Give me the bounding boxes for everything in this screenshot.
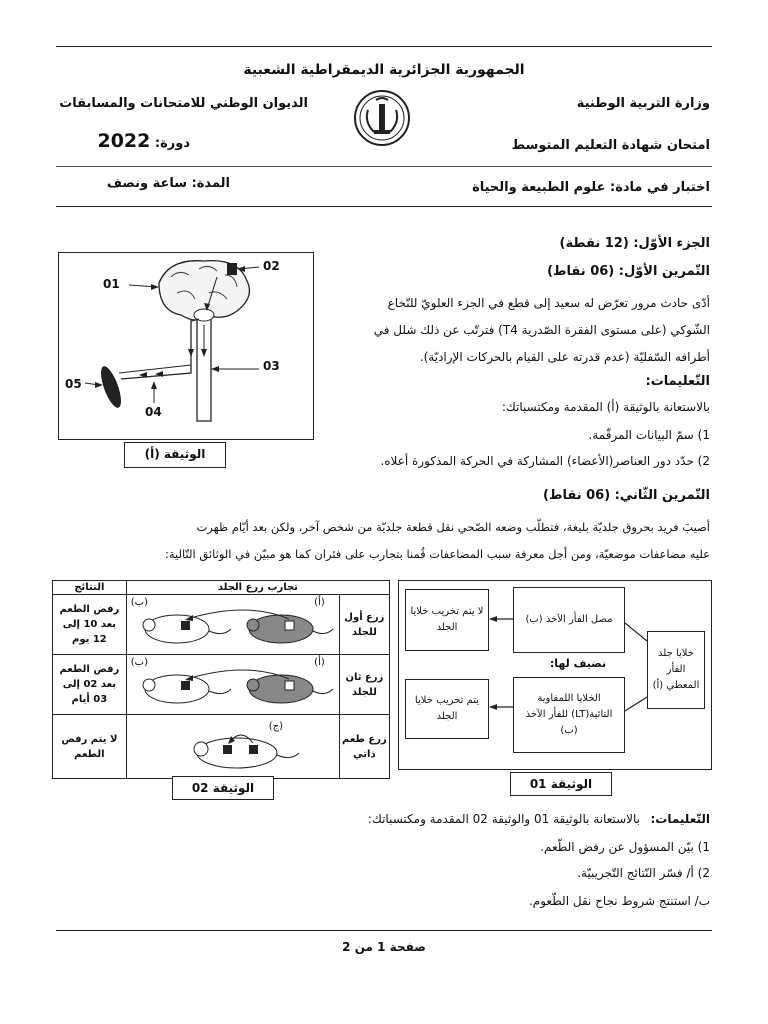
mouse-c-label: (ج) <box>268 721 284 732</box>
graft-illustration-cell <box>126 595 339 655</box>
graft-type-cell: زرع طعم ذاتي <box>339 715 389 779</box>
donor-skin-cells-box: خلايا جلد الفأر المعطي (أ) <box>647 631 705 709</box>
mouse-b-label: (ب) <box>130 657 148 668</box>
document-01-caption: الوثيقة 01 <box>510 772 612 796</box>
recipient-serum-box: مصل الفأر الآخذ (ب) <box>513 587 625 653</box>
ex2-instructions-intro: بالاستعانة بالوثيقة 01 والوثيقة 02 المقدمة ومكتسباتك: <box>367 812 640 826</box>
experiments-header: تجارب زرع الجلد <box>126 581 389 595</box>
top-rule <box>56 46 712 47</box>
graft-type-cell: زرع ثان للجلد <box>339 655 389 715</box>
page-number: صفحة 1 من 2 <box>342 940 426 954</box>
result-cell: رفض الطعم بعد 10 إلى 12 يوم <box>53 595 127 655</box>
ex1-statement <box>310 290 710 371</box>
ex2-line: أصيبَ فريد بحروق جلديّة بليغة، فتطلّب وضعه الصّحي نقل قطعة جلديّة من شخص آخر، ولكن بعد أيّام ظهرت <box>196 520 710 534</box>
add-label: نضيف لها: <box>549 657 607 670</box>
ex1-line: الشّوكي (على مستوى الفقرة الصّدرية T4) فترتّب عن ذلك شلل في <box>373 323 710 337</box>
ex1-instructions-title: التّعليمات: <box>645 374 710 389</box>
republic-title: الجمهورية الجزائرية الديمقراطية الشعبية <box>243 62 525 78</box>
ex1-line: أدّى حادث مرور تعرّض له سعيد إلى قطع في الجزء العلويّ للنّخاع <box>387 296 710 310</box>
document-02-caption: الوثيقة 02 <box>172 776 274 800</box>
label-02: 02 <box>263 259 280 273</box>
figure-a-caption: الوثيقة (أ) <box>124 442 226 468</box>
table-row <box>53 595 390 655</box>
mouse-a-label: (أ) <box>314 597 325 608</box>
ex2-question-1: 1) بيّن المسؤول عن رفض الطّعم. <box>540 840 710 854</box>
label-05: 05 <box>65 377 82 391</box>
mouse-b-label: (ب) <box>130 597 148 608</box>
exam-office-name: الديوان الوطني للامتحانات والمسابقات <box>59 96 308 111</box>
header-bottom-rule <box>56 206 712 207</box>
graft-type-cell: زرع أول للجلد <box>339 595 389 655</box>
ex1-instructions-intro: بالاستعانة بالوثيقة (أ) المقدمة ومكتسباتك: <box>501 400 710 414</box>
mouse-autograft-illustration <box>127 715 339 775</box>
footer-rule <box>56 930 712 931</box>
session-year: 2022 <box>97 130 151 152</box>
result-cell: لا يتم رفض الطعم <box>53 715 127 779</box>
spinal-cord-diagram <box>59 253 313 439</box>
part1-title: الجزء الأوّل: (12 نقطة) <box>559 236 710 251</box>
session-line <box>60 130 190 152</box>
ex1-title: التّمرين الأوّل: (06 نقاط) <box>547 264 710 279</box>
ex2-title: التّمرين الثّاني: (06 نقاط) <box>543 488 710 503</box>
emblem-logo <box>352 88 412 148</box>
ex1-line: أطرافه السّفليّة (عدم قدرته على القيام بالحركات الإراديّة). <box>419 350 710 364</box>
label-04: 04 <box>145 405 162 419</box>
subject-line: اختبار في مادة: علوم الطبيعة والحياة <box>472 180 710 195</box>
session-label: دورة: <box>154 136 190 151</box>
label-01: 01 <box>103 277 120 291</box>
destruction-box: يتم تخريب خلايا الجلد <box>405 679 489 739</box>
duration-line: المدة: ساعة ونصف <box>106 176 230 191</box>
header-divider <box>56 166 712 167</box>
ex2-instructions-title: التّعليمات: <box>650 812 710 826</box>
figure-a-frame <box>58 252 314 440</box>
ex1-question-2: 2) حدّد دور العناصر(الأعضاء) المشاركة في الحركة المذكورة أعلاه. <box>380 454 710 468</box>
ex1-question-1: 1) سمّ البيانات المرقّمة. <box>588 428 710 442</box>
table-row <box>53 655 390 715</box>
document-01-frame <box>398 580 712 770</box>
exam-name: امتحان شهادة التعليم المتوسط <box>511 138 710 153</box>
ministry-name: وزارة التربية الوطنية <box>576 96 710 111</box>
result-cell: رفض الطعم بعد 02 إلى 03 أيام <box>53 655 127 715</box>
ex2-statement <box>50 514 710 568</box>
graft-illustration-cell <box>126 655 339 715</box>
ex2-question-2b: ب/ استنتج شروط نجاح نقل الطّعوم. <box>528 894 710 908</box>
no-destruction-box: لا يتم تخريب خلايا الجلد <box>405 589 489 651</box>
lt-cells-box: الخلايا اللمفاوية التائية(LT) للفأر الآخذ (ب) <box>513 677 625 753</box>
ex2-question-2a: 2) أ/ فسّر النّتائج التّجريبيّة. <box>577 866 710 880</box>
label-03: 03 <box>263 359 280 373</box>
mouse-graft-illustration <box>127 595 339 651</box>
graft-illustration-cell <box>126 715 339 779</box>
document-02-table <box>52 580 390 779</box>
mouse-a-label: (أ) <box>314 657 325 668</box>
table-row <box>53 715 390 779</box>
ex2-line: عليه مضاعفات موضعيّة، ومن أجل معرفة سبب المضاعفات قُمنا بتجارب على فئران كما هو مبيّن في الوثائق التّالية: <box>165 547 710 561</box>
mouse-graft-illustration <box>127 655 339 711</box>
results-header: النتائج <box>53 581 127 595</box>
